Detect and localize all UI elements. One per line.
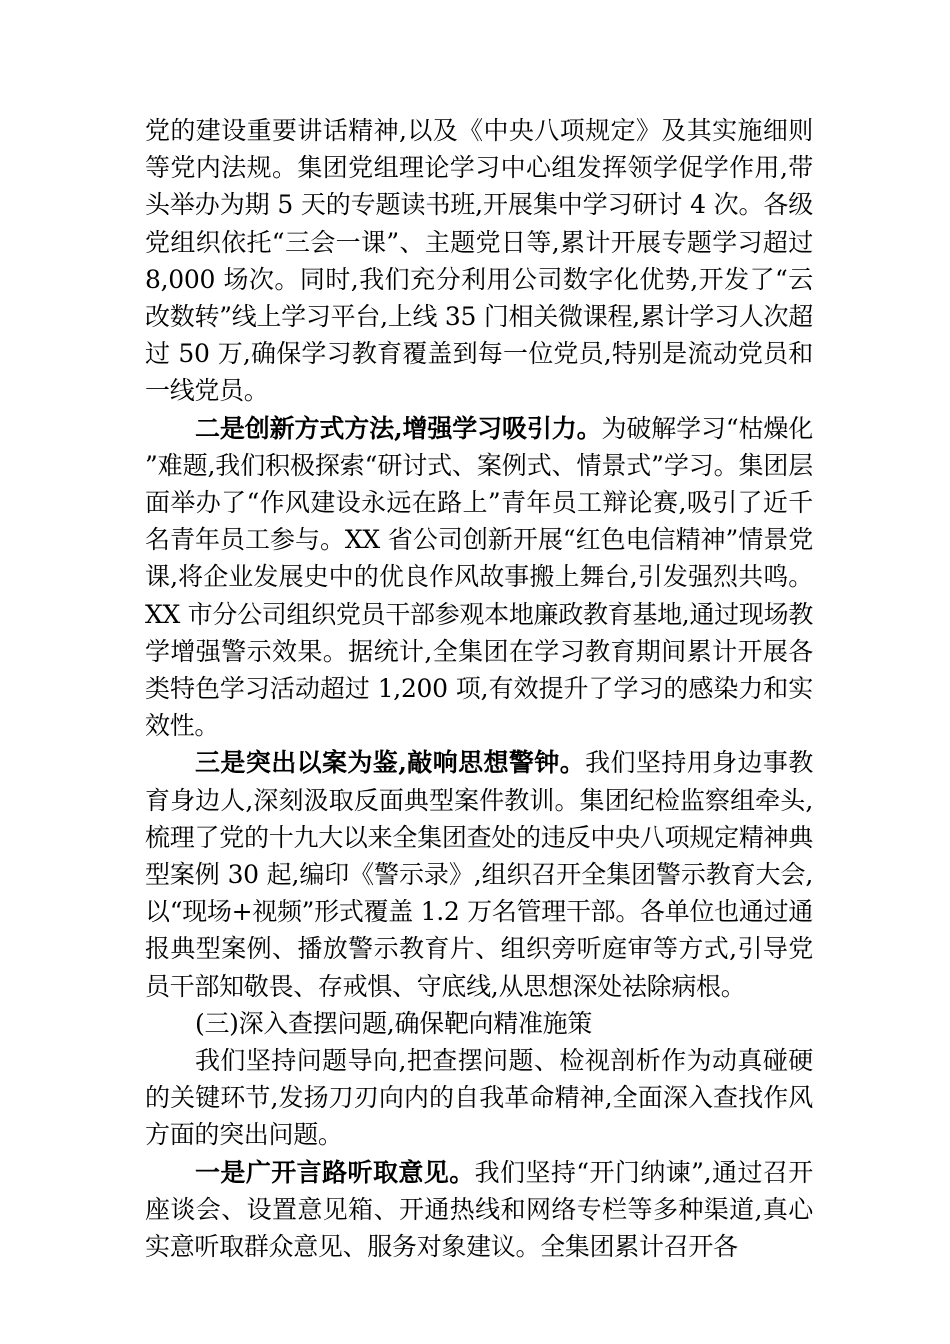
document-body bbox=[145, 112, 813, 1265]
paragraph-listen-opinions bbox=[145, 1154, 813, 1266]
paragraph-text: 我们坚持用身边事教育身边人,深刻汲取反面典型案件教训。集团纪检监察组牵头,梳理了党的十九大以来全集团查处的违反中央八项规定精神典型案例 30 起,编印《警示录》,组织召开全集团警示教育大会,以“现场+视频”形式覆盖 1.2 万名管理干部。各单位也通过通报典型案例、播放警示教育片、组织旁听庭审等方式,引导党员干部知敬畏、存戒惧、守底线,从思想深处祛除病根。 bbox=[145, 748, 813, 1001]
paragraph-lead-heading: 一是广开言路听取意见。 bbox=[195, 1157, 475, 1187]
paragraph-lead-heading: 三是突出以案为鉴,敲响思想警钟。 bbox=[195, 748, 586, 778]
paragraph-innovate-methods bbox=[145, 410, 813, 745]
paragraph-text: 我们坚持问题导向,把查摆问题、检视剖析作为动真碰硬的关键环节,发扬刀刃向内的自我革命精神,全面深入查找作风方面的突出问题。 bbox=[145, 1046, 813, 1150]
paragraph-case-warning bbox=[145, 744, 813, 1004]
paragraph-problem-oriented bbox=[145, 1042, 813, 1154]
paragraph-text: 我们坚持“开门纳谏”,通过召开座谈会、设置意见箱、开通热线和网络专栏等多种渠道,真心实意听取群众意见、服务对象建议。全集团累计召开各 bbox=[145, 1157, 813, 1262]
paragraph-lead-heading: 二是创新方式方法,增强学习吸引力。 bbox=[195, 413, 602, 443]
paragraph-study-platform bbox=[145, 112, 813, 410]
section-heading bbox=[145, 1005, 813, 1042]
paragraph-text: 为破解学习“枯燥化”难题,我们积极探索“研讨式、案例式、情景式”学习。集团层面举办了“作风建设永远在路上”青年员工辩论赛,吸引了近千名青年员工参与。XX 省公司创新开展“红色电信精神”情景党课,将企业发展史中的优良作风故事搬上舞台,引发强烈共鸣。XX 市分公司组织党员干部参观本地廉政教育基地,通过现场教学增强警示效果。据统计,全集团在学习教育期间累计开展各类特色学习活动超过 1,200 项,有效提升了学习的感染力和实效性。 bbox=[145, 413, 813, 741]
paragraph-text: 党的建设重要讲话精神,以及《中央八项规定》及其实施细则等党内法规。集团党组理论学习中心组发挥领学促学作用,带头举办为期 5 天的专题读书班,开展集中学习研讨 4 次。各级党组织依托“三会一课”、主题党日等,累计开展专题学习超过 8,000 场次。同时,我们充分利用公司数字化优势,开发了“云改数转”线上学习平台,上线 35 门相关微课程,累计学习人次超过 50 万,确保学习教育覆盖到每一位党员,特别是流动党员和一线党员。 bbox=[145, 116, 813, 406]
section-heading-text: (三)深入查摆问题,确保靶向精准施策 bbox=[195, 1008, 593, 1038]
